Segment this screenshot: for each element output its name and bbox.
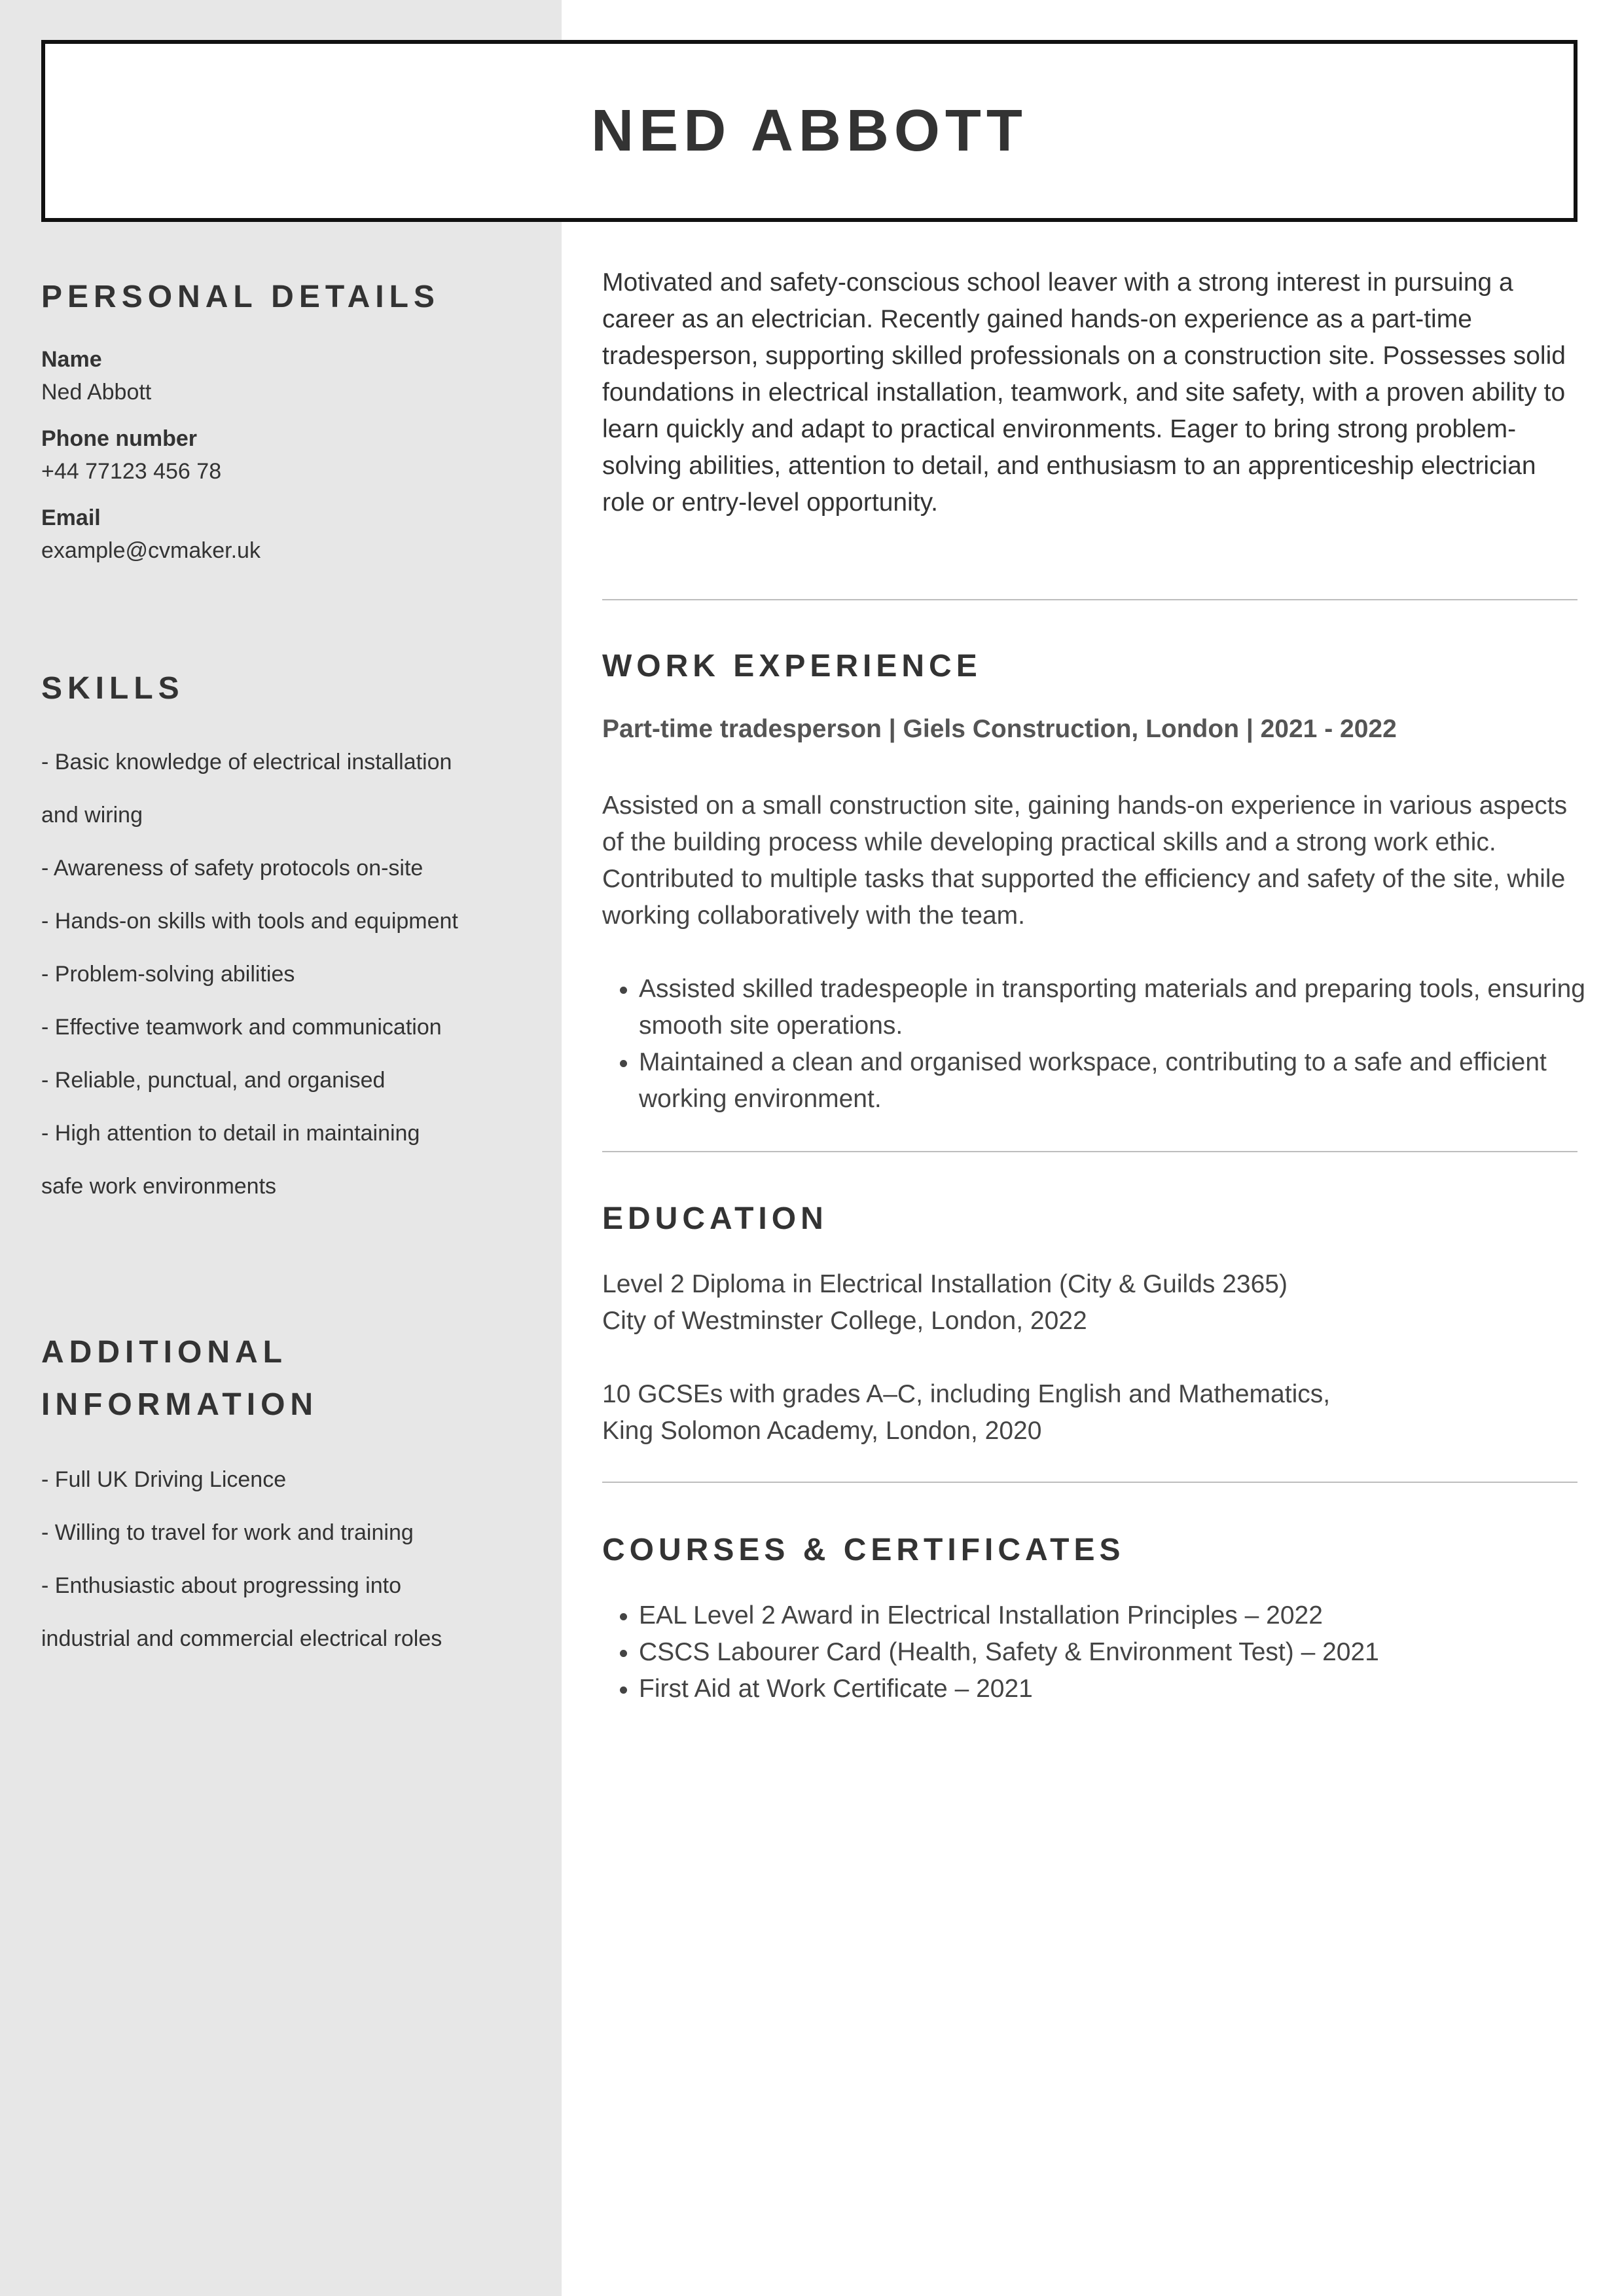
additional-info-list bbox=[41, 1453, 513, 1666]
section-divider bbox=[602, 1151, 1577, 1152]
email-label: Email bbox=[41, 505, 101, 530]
skills-list bbox=[41, 736, 513, 1213]
skills-heading: SKILLS bbox=[41, 671, 185, 706]
skill-item: - Hands-on skills with tools and equipment bbox=[41, 909, 458, 934]
email-value: example@cvmaker.uk bbox=[41, 538, 261, 563]
skill-item: - Problem-solving abilities bbox=[41, 962, 295, 987]
additional-info-heading-line2: INFORMATION bbox=[41, 1387, 319, 1422]
responsibility-item: • Maintained a clean and organised workspace, contributing to a safe and efficient working environment. bbox=[639, 1044, 1595, 1118]
course-item: • First Aid at Work Certificate – 2021 bbox=[639, 1671, 1595, 1707]
additional-info-item: - Enthusiastic about progressing into bbox=[41, 1573, 401, 1598]
job-responsibilities bbox=[602, 971, 1595, 1118]
education-qualification: Level 2 Diploma in Electrical Installation (City & Guilds 2365) bbox=[602, 1270, 1288, 1298]
name-label: Name bbox=[41, 347, 102, 372]
job-description: Assisted on a small construction site, gaining hands-on experience in various aspects of the building process while developing practical skills and a strong work ethic. Contributed to multiple tasks that supported the efficiency and safety of the site, while working collaboratively with the team. bbox=[602, 792, 1568, 930]
phone-label: Phone number bbox=[41, 426, 198, 451]
skill-item: - Awareness of safety protocols on-site bbox=[41, 856, 424, 881]
responsibility-item: • Assisted skilled tradespeople in transporting materials and preparing tools, ensuring smooth site operations. bbox=[639, 971, 1595, 1044]
profile-summary: Motivated and safety-conscious school leaver with a strong interest in pursuing a career as an electrician. Recently gained hands-on experience as a part-time tradesperson, supporting skilled professionals on a construction site. Possesses solid foundations in electrical installation, teamwork, and site safety, with a proven ability to learn quickly and adapt to practical environments. Eager to bring strong problem-solving abilities, attention to detail, and enthusiasm to an apprenticeship electrician role or entry-level opportunity. bbox=[602, 268, 1566, 517]
additional-info-item: - Willing to travel for work and training bbox=[41, 1520, 414, 1545]
phone-value: +44 77123 456 78 bbox=[41, 459, 222, 484]
courses-list bbox=[602, 1597, 1595, 1707]
education-heading: EDUCATION bbox=[602, 1201, 828, 1236]
skill-item: and wiring bbox=[41, 803, 143, 828]
course-item: • CSCS Labourer Card (Health, Safety & Environment Test) – 2021 bbox=[639, 1634, 1595, 1671]
education-institution: City of Westminster College, London, 2022 bbox=[602, 1307, 1087, 1335]
section-divider bbox=[602, 1482, 1577, 1483]
skill-item: - Basic knowledge of electrical installation bbox=[41, 750, 452, 774]
name-value: Ned Abbott bbox=[41, 380, 152, 405]
skill-item: - Effective teamwork and communication bbox=[41, 1015, 442, 1040]
personal-details-heading: PERSONAL DETAILS bbox=[41, 280, 440, 314]
candidate-name: NED ABBOTT bbox=[591, 98, 1028, 164]
job-title: Part-time tradesperson | Giels Construction, London | 2021 - 2022 bbox=[602, 715, 1397, 743]
education-qualification: 10 GCSEs with grades A–C, including English and Mathematics, bbox=[602, 1380, 1331, 1408]
course-item: • EAL Level 2 Award in Electrical Installation Principles – 2022 bbox=[639, 1597, 1595, 1634]
additional-info-item: industrial and commercial electrical roles bbox=[41, 1626, 442, 1651]
education-entry-1 bbox=[602, 1266, 1577, 1339]
skill-item: - High attention to detail in maintaining bbox=[41, 1121, 420, 1146]
section-divider bbox=[602, 599, 1577, 600]
additional-info-heading-line1: ADDITIONAL bbox=[41, 1335, 287, 1370]
additional-info-item: - Full UK Driving Licence bbox=[41, 1467, 287, 1492]
education-institution: King Solomon Academy, London, 2020 bbox=[602, 1417, 1042, 1445]
education-entry-2 bbox=[602, 1376, 1577, 1449]
name-header bbox=[41, 40, 1577, 222]
work-experience-heading: WORK EXPERIENCE bbox=[602, 649, 982, 683]
courses-heading: COURSES & CERTIFICATES bbox=[602, 1533, 1125, 1567]
skill-item: safe work environments bbox=[41, 1174, 277, 1199]
skill-item: - Reliable, punctual, and organised bbox=[41, 1068, 386, 1093]
